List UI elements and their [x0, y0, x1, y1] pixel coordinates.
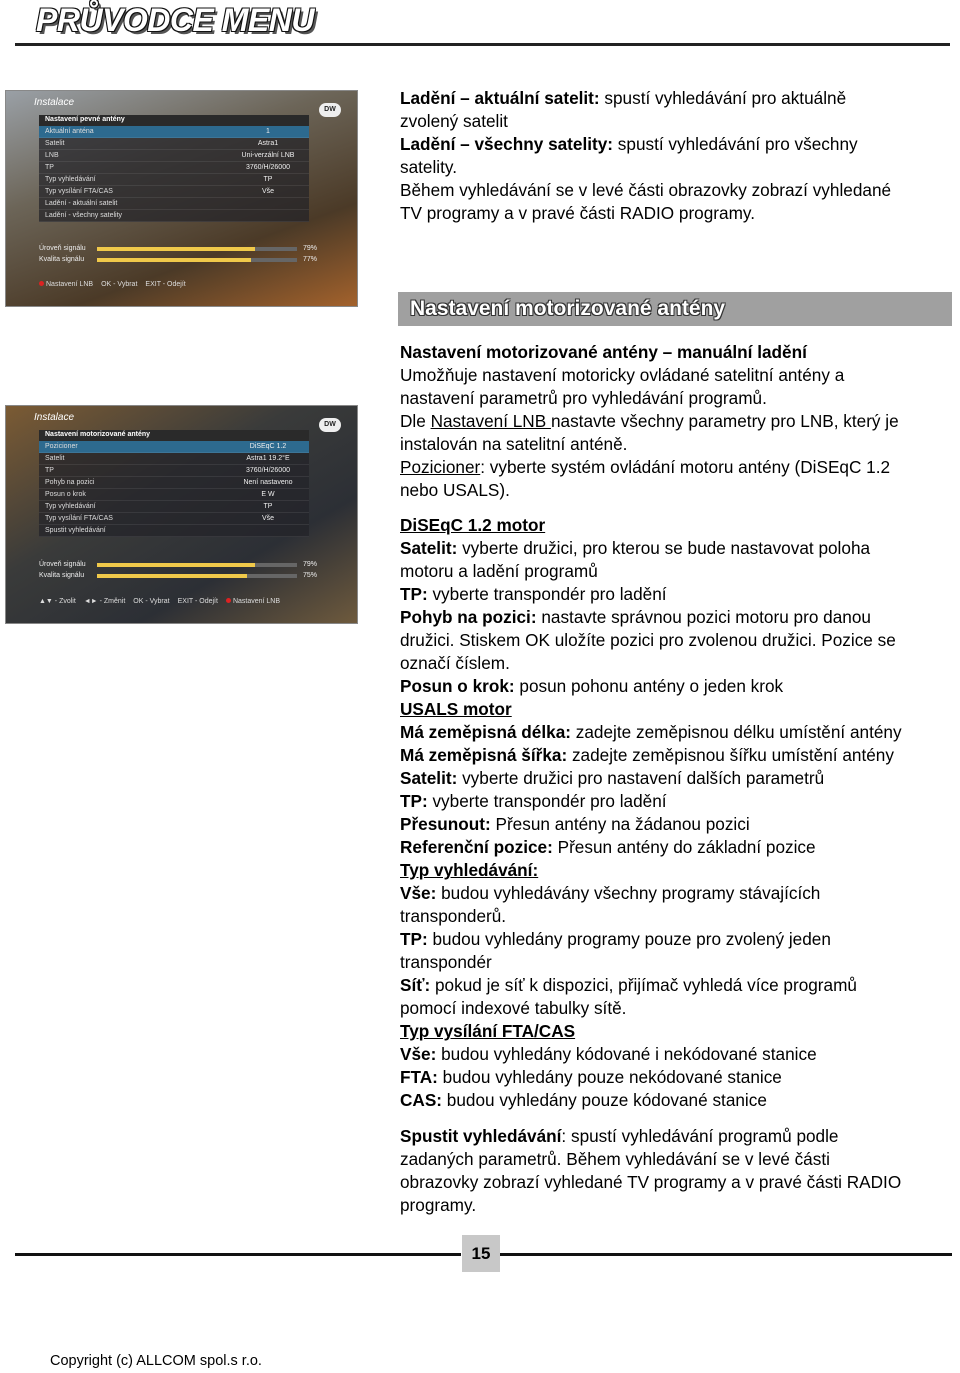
osd-row-label: Satelit: [45, 140, 65, 147]
osd-row-label: Ladění - aktuální satelit: [45, 200, 118, 207]
page-number: 15: [462, 1235, 500, 1272]
osd-menu-row: [39, 441, 309, 453]
definition: vyberte družici, pro kterou se bude nastavovat poloha: [457, 538, 871, 558]
osd-row-value: Není nastaveno: [243, 479, 293, 486]
signal-bar-track: [97, 258, 297, 262]
definition: vyberte družici pro nastavení dalších parametrů: [457, 768, 825, 788]
signal-bar-fill: [97, 574, 247, 578]
term: Referenční pozice:: [400, 837, 553, 857]
usals-heading: USALS motor: [400, 699, 512, 719]
signal-bar-fill: [97, 563, 255, 567]
osd-row-value: [233, 198, 303, 209]
definition: budou vyhledány pouze nekódované stanice: [437, 1067, 782, 1087]
osd-footer-hint: [101, 281, 137, 288]
page-title: PRŮVODCE MENU: [36, 2, 314, 38]
osd-row-label: Aktuální anténa: [45, 128, 94, 135]
osd-menu: [39, 430, 309, 537]
osd-menu-row: [39, 465, 309, 477]
definition: zadejte zeměpisnou délku umístění antény: [571, 722, 902, 742]
osd-footer-hint: [133, 598, 169, 605]
signal-bar-label: Kvalita signálu: [39, 572, 85, 579]
osd-row-value: TP: [263, 176, 273, 183]
term: TP:: [400, 791, 428, 811]
fta-cas-heading: Typ vysílání FTA/CAS: [400, 1021, 576, 1041]
osd-row-value: E W: [261, 491, 275, 498]
signal-bars: [39, 559, 329, 581]
osd-row-value: Astra1 19.2°E: [246, 455, 290, 462]
signal-bar-row: [39, 559, 329, 570]
osd-footer-hint: [226, 598, 280, 605]
term: Satelit:: [400, 768, 458, 788]
osd-row-value: Astra1: [257, 140, 279, 147]
definition: budou vyhledány pouze kódované stanice: [442, 1090, 767, 1110]
term: Pohyb na pozici:: [400, 607, 537, 627]
start-search-text: Spustit vyhledávání: spustí vyhledávání programů podle zadaných parametrů. Během vyhledávání se v levé části obrazovky zobrazí vyhledané TV programy a v pravé části RADIO programy.: [400, 1126, 902, 1215]
osd-footer-text: EXIT - Odejít: [177, 598, 218, 605]
osd-menu-row: [39, 525, 309, 537]
definition: družici. Stiskem OK uložíte pozici pro zvolenou družici. Pozice se: [400, 630, 896, 650]
definition: budou vyhledávány všechny programy stávajících: [436, 883, 821, 903]
osd-row-label: Typ vysílání FTA/CAS: [45, 515, 113, 522]
signal-bar-value: 77%: [303, 256, 318, 263]
definition: transpondér: [400, 952, 492, 972]
signal-bar-track: [97, 563, 297, 567]
osd-row-value: [233, 525, 303, 536]
definition: Přesun antény na žádanou pozici: [490, 814, 750, 834]
red-button-icon: [39, 281, 44, 286]
osd-row-label: Pozicioner: [45, 443, 78, 450]
osd-footer-text: ▲▼ - Zvolit: [39, 598, 76, 605]
signal-bar-value: 79%: [303, 245, 318, 252]
title-rule: [15, 43, 950, 46]
osd-footer: [39, 281, 186, 288]
usals-line: [400, 836, 960, 859]
osd-menu-row: [39, 210, 309, 222]
definition: pokud je síť k dispozici, přijímač vyhledá více programů: [430, 975, 857, 995]
term: Vše:: [400, 883, 437, 903]
osd-row-label: Spustit vyhledávání: [45, 527, 106, 534]
search-type-heading: Typ vyhledávání:: [400, 860, 539, 880]
usals-line: [400, 790, 960, 813]
screenshot-motor-antenna: [5, 405, 358, 624]
definition: vyberte transpondér pro ladění: [427, 791, 667, 811]
definition: pomocí indexové tabulky sítě.: [400, 998, 627, 1018]
lnb-settings-link[interactable]: Nastavení LNB: [430, 411, 551, 431]
osd-menu-row: [39, 198, 309, 210]
term: TP:: [400, 929, 428, 949]
shot-header: Instalace: [34, 412, 75, 423]
osd-row-value: 3760/H/26000: [246, 467, 290, 474]
footer-rule: [15, 1253, 461, 1256]
definition: vyberte transpondér pro ladění: [427, 584, 667, 604]
definition: posun pohonu antény o jeden krok: [514, 676, 784, 696]
term: Síť:: [400, 975, 431, 995]
signal-bar-row: [39, 254, 329, 265]
search-type-line: [400, 951, 960, 974]
osd-footer-text: OK - Vybrat: [133, 598, 170, 605]
osd-row-value: 3760/H/26000: [246, 164, 290, 171]
osd-menu-row: [39, 186, 309, 198]
osd-menu-row: [39, 513, 309, 525]
osd-footer-hint: [39, 281, 93, 288]
osd-row-label: TP: [45, 467, 54, 474]
diseqc-section: [400, 514, 960, 1112]
signal-bar-value: 75%: [303, 572, 318, 579]
diseqc-line: [400, 652, 960, 675]
osd-menu-row: [39, 162, 309, 174]
signal-bar-track: [97, 247, 297, 251]
diseqc-line: [400, 606, 960, 629]
positioner-link[interactable]: Pozicioner: [400, 457, 481, 477]
osd-row-value: Vše: [261, 515, 275, 522]
osd-row-label: Typ vysílání FTA/CAS: [45, 188, 113, 195]
footer-rule: [500, 1253, 952, 1256]
usals-line: [400, 813, 960, 836]
search-type-line: [400, 974, 960, 997]
osd-menu: [39, 115, 309, 222]
osd-menu-row: [39, 489, 309, 501]
term: Má zeměpisná šířka:: [400, 745, 568, 765]
search-type-line: [400, 905, 960, 928]
osd-footer: [39, 598, 280, 605]
term: Vše:: [400, 1044, 437, 1064]
osd-footer-text: Nastavení LNB: [232, 598, 281, 605]
osd-menu-title: Nastavení pevné antény: [39, 115, 309, 126]
osd-row-label: LNB: [45, 152, 59, 159]
copyright: Copyright (c) ALLCOM spol.s r.o.: [50, 1353, 262, 1369]
usals-line: [400, 767, 960, 790]
term: Posun o krok:: [400, 676, 515, 696]
channel-logo: DW: [319, 103, 341, 117]
definition: transponderů.: [400, 906, 507, 926]
diseqc-line: [400, 583, 960, 606]
channel-logo: DW: [319, 418, 341, 432]
signal-bar-value: 79%: [303, 561, 318, 568]
osd-menu-title: Nastavení motorizované antény: [39, 430, 309, 441]
osd-menu-row: [39, 138, 309, 150]
osd-footer-hint: [84, 598, 125, 605]
search-type-line: [400, 928, 960, 951]
osd-menu-row: [39, 501, 309, 513]
osd-footer-hint: [39, 598, 76, 605]
signal-bar-fill: [97, 258, 251, 262]
signal-bar-row: [39, 570, 329, 581]
shot-header: Instalace: [34, 97, 75, 108]
osd-footer-hint: [178, 598, 218, 605]
screenshot-fixed-antenna: [5, 90, 358, 307]
definition: budou vyhledány programy pouze pro zvolený jeden: [427, 929, 831, 949]
term: CAS:: [400, 1090, 443, 1110]
osd-row-label: Satelit: [45, 455, 65, 462]
diseqc-line: [400, 629, 960, 652]
osd-row-value: DiSEqC 1.2: [249, 443, 287, 450]
osd-menu-row: [39, 126, 309, 138]
definition: označí číslem.: [400, 653, 510, 673]
search-type-line: [400, 882, 960, 905]
definition: zadejte zeměpisnou šířku umístění antény: [567, 745, 894, 765]
definition: motoru a ladění programů: [400, 561, 598, 581]
osd-menu-row: [39, 453, 309, 465]
osd-row-label: Ladění - všechny satelity: [45, 212, 123, 219]
signal-bar-track: [97, 574, 297, 578]
signal-bar-row: [39, 243, 329, 254]
diseqc-line: [400, 537, 960, 560]
osd-menu-row: [39, 150, 309, 162]
osd-row-label: Posun o krok: [45, 491, 86, 498]
intro-text: Ladění – aktuální satelit: spustí vyhledávání pro aktuálně zvolený satelit Ladění – všechny satelity: spustí vyhledávání pro všechny satelity. Během vyhledávání se v levé části obrazovky zobrazí vyhledané TV programy a v pravé části RADIO programy.: [400, 88, 892, 223]
term: Satelit:: [400, 538, 458, 558]
signal-bar-fill: [97, 247, 255, 251]
term: Má zeměpisná délka:: [400, 722, 571, 742]
osd-row-label: Typ vyhledávání: [45, 503, 96, 510]
search-type-line: [400, 997, 960, 1020]
fta-cas-line: [400, 1043, 960, 1066]
osd-menu-row: [39, 477, 309, 489]
red-button-icon: [226, 598, 231, 603]
osd-footer-text: EXIT - Odejít: [145, 281, 186, 288]
section-heading: Nastavení motorizované antény: [398, 292, 952, 326]
diseqc-heading: DiSEqC 1.2 motor: [400, 515, 546, 535]
definition: Přesun antény do základní pozice: [552, 837, 816, 857]
signal-bar-label: Kvalita signálu: [39, 256, 85, 263]
term: Přesunout:: [400, 814, 491, 834]
motor-heading: Nastavení motorizované antény – manuální ladění: [400, 342, 807, 362]
term: TP:: [400, 584, 428, 604]
osd-footer-text: OK - Vybrat: [101, 281, 138, 288]
definition: nastavte správnou pozici motoru pro danou: [536, 607, 871, 627]
signal-bars: [39, 243, 329, 265]
osd-footer-text: Nastavení LNB: [46, 281, 94, 288]
diseqc-line: [400, 675, 960, 698]
osd-row-value: TP: [263, 503, 273, 510]
osd-footer-text: ◄► - Změnit: [83, 598, 126, 605]
fta-cas-line: [400, 1089, 960, 1112]
osd-row-label: TP: [45, 164, 54, 171]
osd-row-value: 1: [266, 128, 270, 135]
osd-row-label: Typ vyhledávání: [45, 176, 96, 183]
signal-bar-label: Úroveň signálu: [39, 561, 86, 568]
signal-bar-label: Úroveň signálu: [39, 245, 86, 252]
osd-row-label: Pohyb na pozici: [45, 479, 95, 486]
term: FTA:: [400, 1067, 438, 1087]
fta-cas-line: [400, 1066, 960, 1089]
osd-row-value: Uni-verzální LNB: [241, 152, 295, 159]
usals-line: [400, 721, 960, 744]
usals-line: [400, 744, 960, 767]
osd-row-value: [233, 210, 303, 221]
diseqc-line: [400, 560, 960, 583]
osd-row-value: Vše: [261, 188, 275, 195]
osd-menu-row: [39, 174, 309, 186]
motor-description: Nastavení motorizované antény – manuální ladění Umožňuje nastavení motoricky ovládané satelitní antény a nastavení parametrů pro vyhledávání programů. Dle Nastavení LNB nastavte všechny parametry pro LNB, který je instalován na satelitní anténě. Pozicioner: vyberte systém ovládání motoru antény (DiSEqC 1.2 nebo USALS).: [400, 341, 960, 502]
definition: budou vyhledány kódované i nekódované stanice: [436, 1044, 817, 1064]
osd-footer-hint: [145, 281, 185, 288]
